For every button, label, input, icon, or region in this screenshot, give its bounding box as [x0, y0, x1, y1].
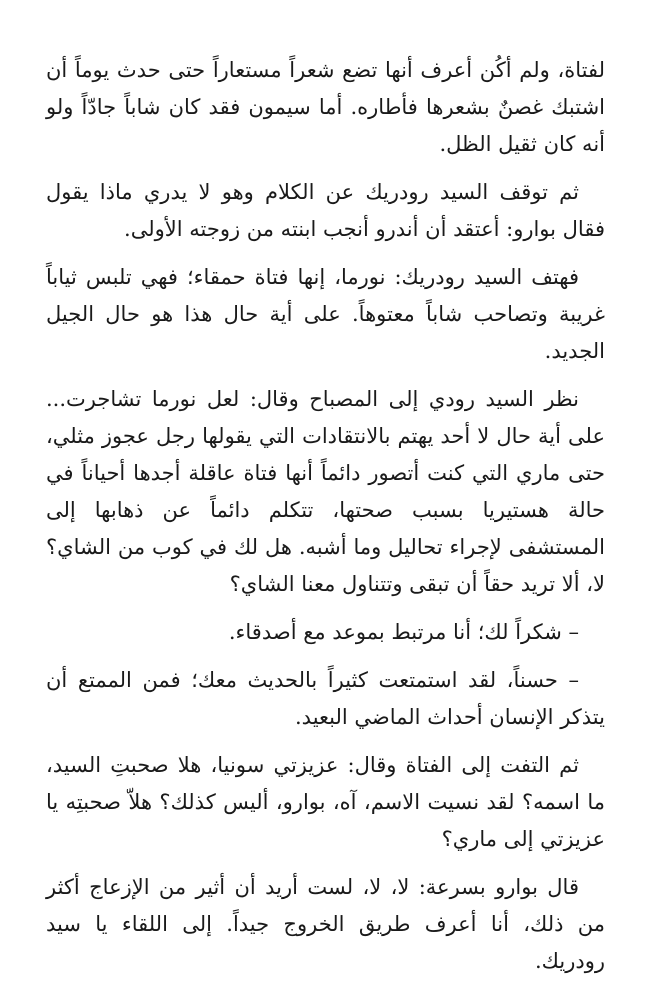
paragraph-2: ثم توقف السيد رودريك عن الكلام وهو لا يدري ماذا يقول فقال بوارو: أعتقد أن أندرو أنجب ابنته من زوجته الأولى.	[46, 180, 605, 241]
paragraph-4: نظر السيد رودي إلى المصباح وقال: لعل نورما تشاجرت... على أية حال لا أحد يهتم بالانتقادات التي يقولها رجل عجوز مثلي، حتى ماري التي كنت أتصور دائماً أنها فتاة عاقلة أجدها أحياناً في حالة هستيريا بسبب صحتها، تتكلم دائماً عن ذهابها إلى المستشفى لإجراء تحاليل وما أشبه. هل لك في كوب من الشاي؟ لا، ألا تريد حقاً أن تبقى وتتناول معنا الشاي؟	[46, 387, 605, 596]
paragraph-7: ثم التفت إلى الفتاة وقال: عزيزتي سونيا، هلا صحبتِ السيد، ما اسمه؟ لقد نسيت الاسم، آه، بوارو، أليس كذلك؟ هلاّ صحبتِه يا عزيزتي إلى ماري؟	[46, 753, 605, 851]
dialogue-line-2: – حسناً، لقد استمتعت كثيراً بالحديث معك؛ فمن الممتع أن يتذكر الإنسان أحداث الماضي البعيد.	[46, 668, 605, 729]
paragraph-1: لفتاة، ولم أكُن أعرف أنها تضع شعراً مستعاراً حتى حدث يوماً أن اشتبك غصنٌ بشعرها فأطاره. أما سيمون فقد كان شاباً جادّاً ولو أنه كان ثقيل الظل.	[46, 58, 605, 156]
paragraph-3: فهتف السيد رودريك: نورما، إنها فتاة حمقاء؛ فهي تلبس ثياباً غريبة وتصاحب شاباً معتوهاً. على أية حال هذا هو حال الجيل الجديد.	[46, 265, 605, 363]
book-page	[46, 52, 605, 991]
paragraph-8: قال بوارو بسرعة: لا، لا، لست أريد أن أثير من الإزعاج أكثر من ذلك، أنا أعرف طريق الخروج جيداً. إلى اللقاء يا سيد رودريك.	[46, 875, 605, 973]
dialogue-line-1: – شكراً لك؛ أنا مرتبط بموعد مع أصدقاء.	[228, 620, 579, 644]
